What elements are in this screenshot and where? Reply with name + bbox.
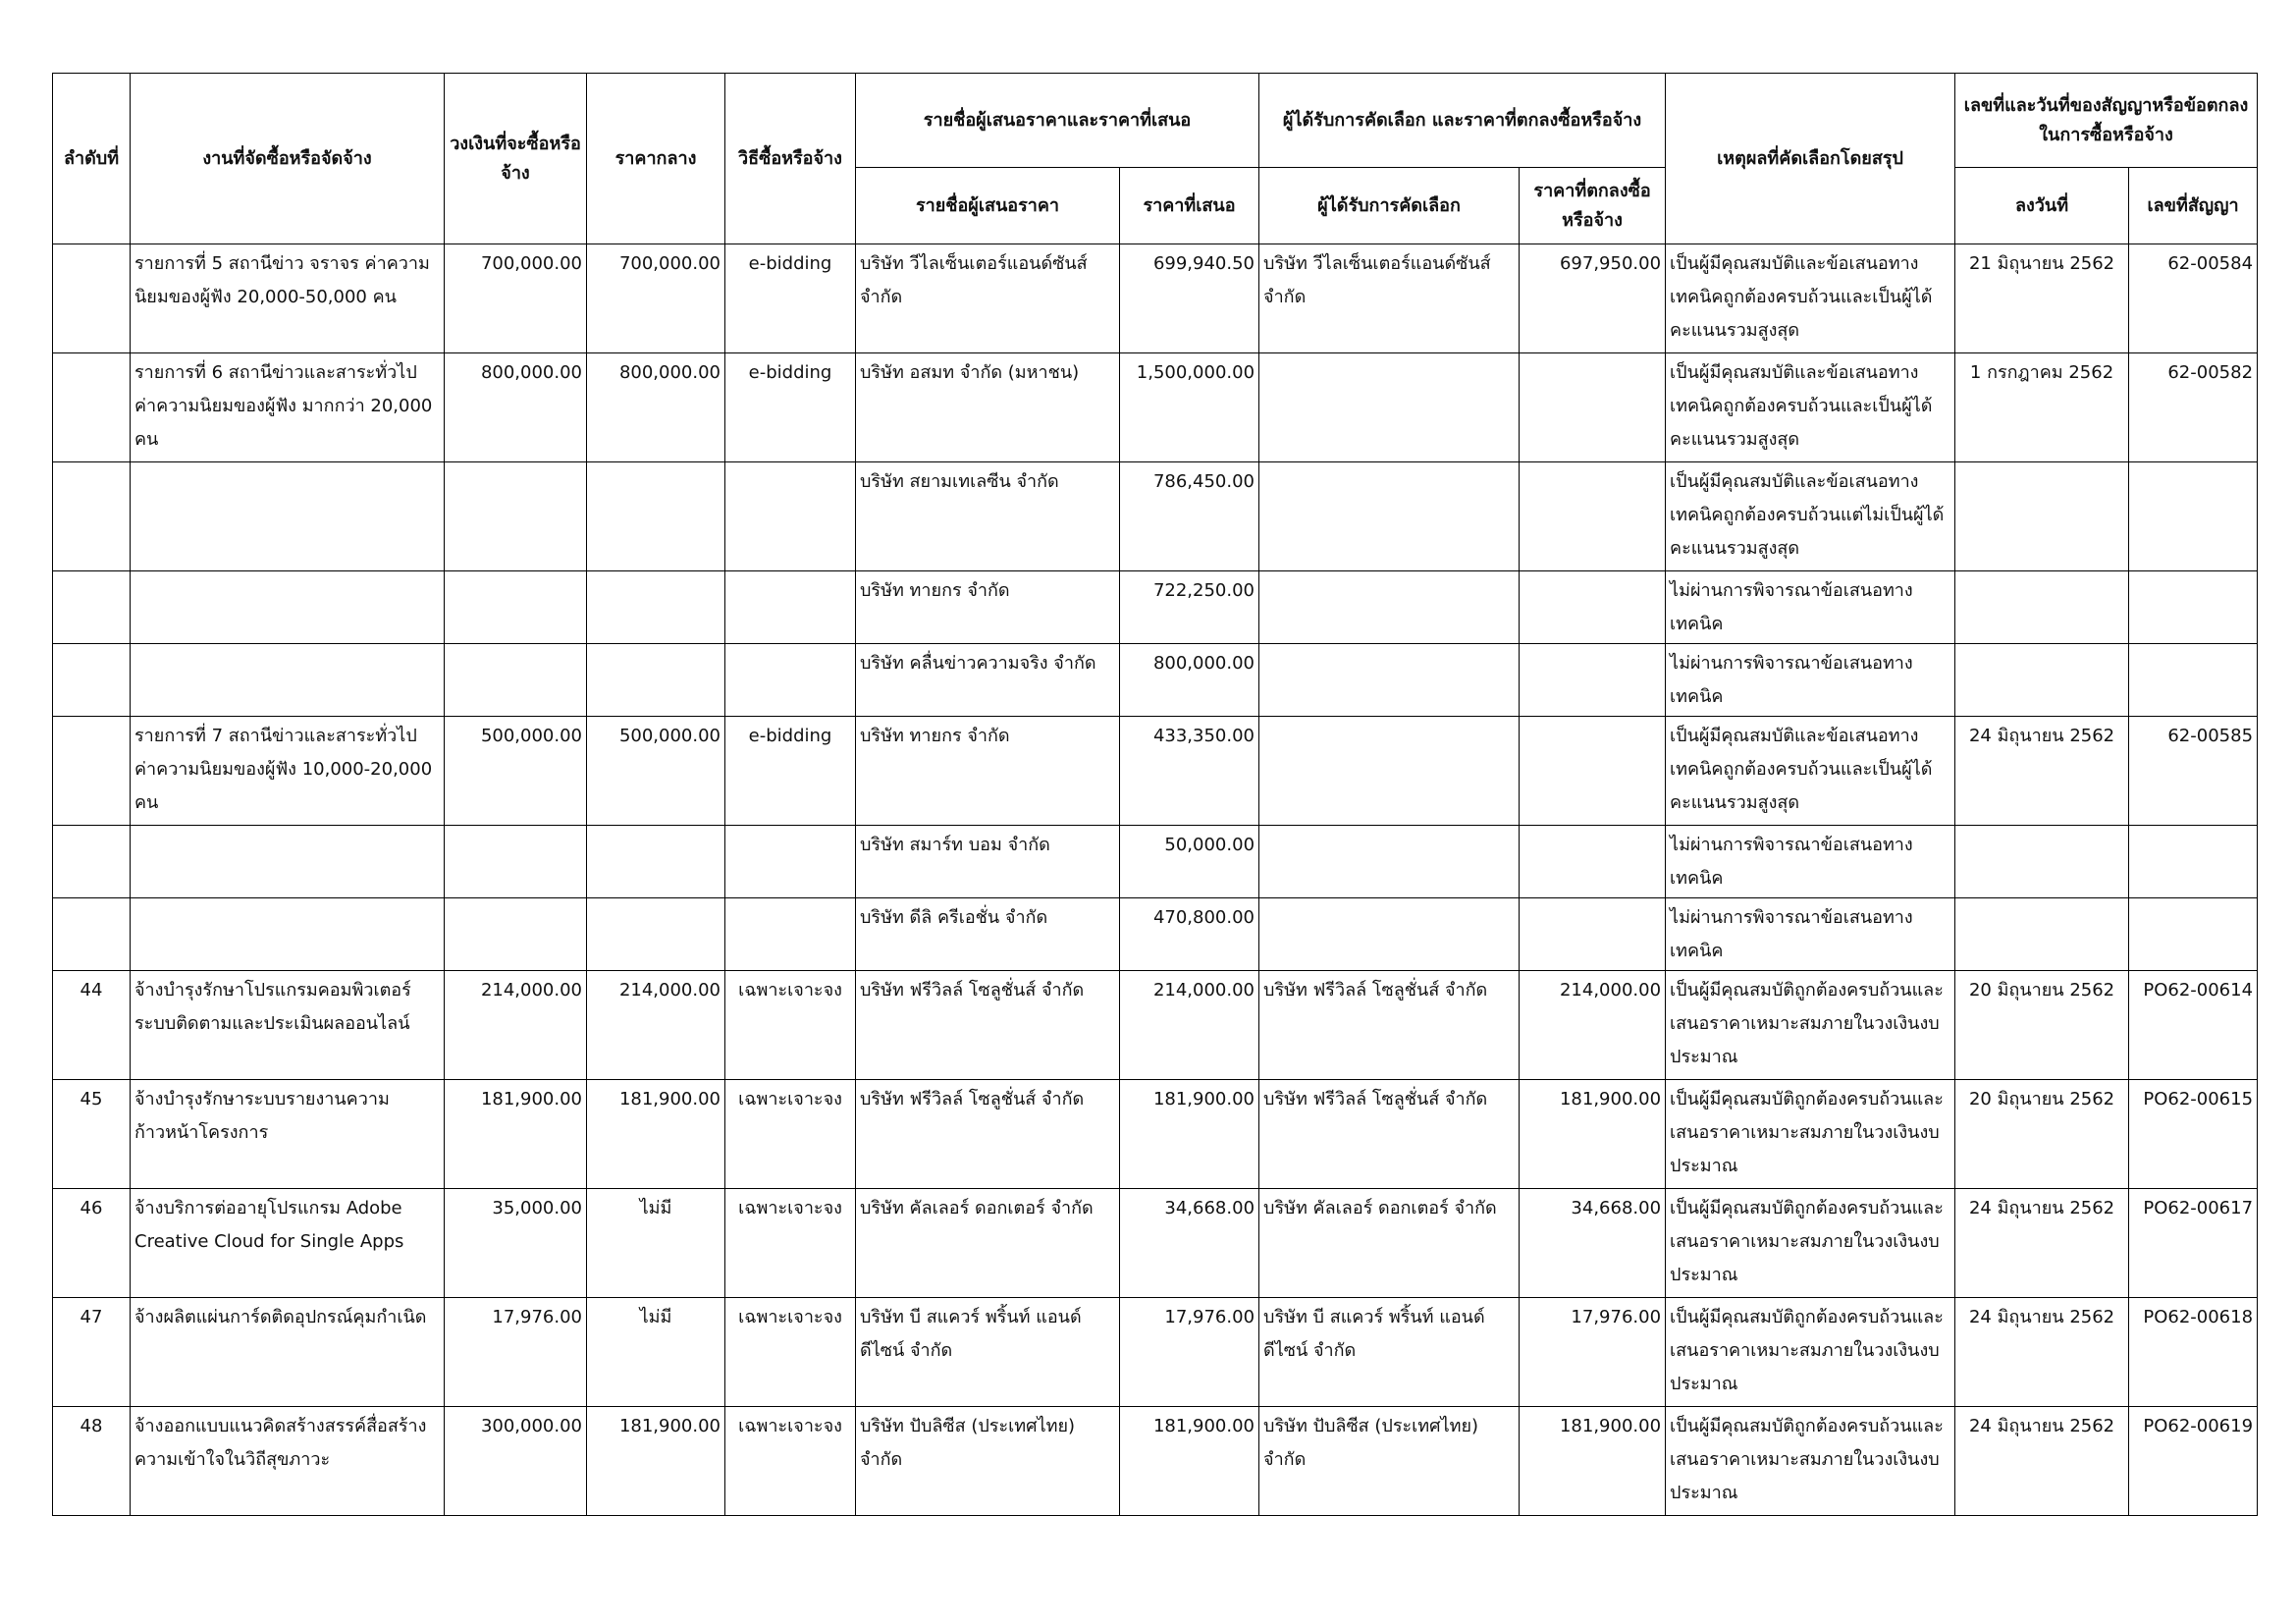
- cell-reason: เป็นผู้มีคุณสมบัติถูกต้องครบถ้วนและเสนอราคาเหมาะสมภายในวงเงินงบประมาณ: [1666, 1080, 1955, 1189]
- cell-method: e-bidding: [725, 353, 856, 462]
- cell-method: [725, 898, 856, 971]
- cell-budget: 300,000.00: [445, 1407, 587, 1516]
- cell-item: รายการที่ 7 สถานีข่าวและสาระทั่วไป ค่าความนิยมของผู้ฟัง 10,000-20,000 คน: [131, 717, 445, 826]
- cell-budget: 800,000.00: [445, 353, 587, 462]
- cell-budget: 35,000.00: [445, 1189, 587, 1298]
- header-contract-group: เลขที่และวันที่ของสัญญาหรือข้อตกลงในการซื้อหรือจ้าง: [1955, 74, 2258, 168]
- cell-contract-no: PO62-00618: [2129, 1298, 2258, 1407]
- table-row: [53, 1189, 2258, 1298]
- cell-median: 181,900.00: [587, 1407, 725, 1516]
- cell-contract-no: [2129, 644, 2258, 717]
- cell-bidder: บริษัท ดีลิ ครีเอชั่น จำกัด: [856, 898, 1120, 971]
- cell-contract-no: [2129, 826, 2258, 898]
- cell-date: 24 มิถุนายน 2562: [1955, 1298, 2129, 1407]
- cell-bidder: บริษัท ทายกร จำกัด: [856, 717, 1120, 826]
- cell-contract-no: 62-00582: [2129, 353, 2258, 462]
- cell-budget: 700,000.00: [445, 244, 587, 353]
- cell-bid-price: 699,940.50: [1120, 244, 1259, 353]
- cell-bid-price: 1,500,000.00: [1120, 353, 1259, 462]
- cell-no: [53, 462, 131, 571]
- cell-contract-no: 62-00585: [2129, 717, 2258, 826]
- cell-agreed-price: [1520, 826, 1666, 898]
- cell-contract-no: PO62-00614: [2129, 971, 2258, 1080]
- cell-winner: [1259, 462, 1520, 571]
- table-row: [53, 1080, 2258, 1189]
- cell-bidder: บริษัท อสมท จำกัด (มหาชน): [856, 353, 1120, 462]
- cell-no: 46: [53, 1189, 131, 1298]
- cell-no: [53, 244, 131, 353]
- cell-method: [725, 462, 856, 571]
- table-row: [53, 1407, 2258, 1516]
- cell-item: [131, 898, 445, 971]
- cell-reason: เป็นผู้มีคุณสมบัติและข้อเสนอทางเทคนิคถูกต้องครบถ้วนและเป็นผู้ได้คะแนนรวมสูงสุด: [1666, 244, 1955, 353]
- table-row: [53, 898, 2258, 971]
- cell-winner: [1259, 717, 1520, 826]
- cell-bidder: บริษัท ทายกร จำกัด: [856, 571, 1120, 644]
- procurement-table: [52, 73, 2258, 1516]
- cell-median: [587, 826, 725, 898]
- cell-median: [587, 898, 725, 971]
- cell-item: [131, 571, 445, 644]
- header-bidder: รายชื่อผู้เสนอราคา: [856, 168, 1120, 244]
- cell-item: จ้างผลิตแผ่นการ์ดติดอุปกรณ์คุมกำเนิด: [131, 1298, 445, 1407]
- cell-method: e-bidding: [725, 244, 856, 353]
- cell-date: [1955, 644, 2129, 717]
- cell-bid-price: 17,976.00: [1120, 1298, 1259, 1407]
- table-row: [53, 717, 2258, 826]
- cell-bidder: บริษัท วีไลเซ็นเตอร์แอนด์ซันส์ จำกัด: [856, 244, 1120, 353]
- cell-median: ไม่มี: [587, 1189, 725, 1298]
- cell-reason: เป็นผู้มีคุณสมบัติและข้อเสนอทางเทคนิคถูกต้องครบถ้วนและเป็นผู้ได้คะแนนรวมสูงสุด: [1666, 717, 1955, 826]
- cell-budget: 181,900.00: [445, 1080, 587, 1189]
- cell-no: [53, 571, 131, 644]
- cell-contract-no: [2129, 571, 2258, 644]
- cell-winner: [1259, 644, 1520, 717]
- table-row: [53, 644, 2258, 717]
- cell-date: 20 มิถุนายน 2562: [1955, 971, 2129, 1080]
- header-contract-no: เลขที่สัญญา: [2129, 168, 2258, 244]
- cell-item: รายการที่ 5 สถานีข่าว จราจร ค่าความนิยมของผู้ฟัง 20,000-50,000 คน: [131, 244, 445, 353]
- cell-item: จ้างบำรุงรักษาโปรแกรมคอมพิวเตอร์ระบบติดตามและประเมินผลออนไลน์: [131, 971, 445, 1080]
- cell-date: [1955, 826, 2129, 898]
- cell-date: 1 กรกฎาคม 2562: [1955, 353, 2129, 462]
- cell-no: 45: [53, 1080, 131, 1189]
- cell-bidder: บริษัท คัลเลอร์ ดอกเตอร์ จำกัด: [856, 1189, 1120, 1298]
- cell-bidder: บริษัท คลื่นข่าวความจริง จำกัด: [856, 644, 1120, 717]
- cell-bid-price: 470,800.00: [1120, 898, 1259, 971]
- cell-bidder: บริษัท สยามเทเลซีน จำกัด: [856, 462, 1120, 571]
- header-date: ลงวันที่: [1955, 168, 2129, 244]
- cell-method: เฉพาะเจาะจง: [725, 1407, 856, 1516]
- table-row: [53, 353, 2258, 462]
- cell-median: 700,000.00: [587, 244, 725, 353]
- cell-winner: [1259, 898, 1520, 971]
- cell-date: 24 มิถุนายน 2562: [1955, 717, 2129, 826]
- cell-bid-price: 800,000.00: [1120, 644, 1259, 717]
- header-method: วิธีซื้อหรือจ้าง: [725, 74, 856, 244]
- cell-bid-price: 433,350.00: [1120, 717, 1259, 826]
- table-row: [53, 971, 2258, 1080]
- cell-reason: เป็นผู้มีคุณสมบัติและข้อเสนอทางเทคนิคถูกต้องครบถ้วนและเป็นผู้ได้คะแนนรวมสูงสุด: [1666, 353, 1955, 462]
- cell-winner: [1259, 353, 1520, 462]
- cell-agreed-price: 697,950.00: [1520, 244, 1666, 353]
- cell-winner: บริษัท ฟรีวิลล์ โซลูชั่นส์ จำกัด: [1259, 1080, 1520, 1189]
- header-winner-group: ผู้ได้รับการคัดเลือก และราคาที่ตกลงซื้อหรือจ้าง: [1259, 74, 1666, 168]
- table-row: [53, 826, 2258, 898]
- cell-winner: [1259, 826, 1520, 898]
- cell-bidder: บริษัท บี สแควร์ พริ้นท์ แอนด์ ดีไซน์ จำกัด: [856, 1298, 1120, 1407]
- table-row: [53, 244, 2258, 353]
- cell-agreed-price: 214,000.00: [1520, 971, 1666, 1080]
- cell-reason: ไม่ผ่านการพิจารณาข้อเสนอทางเทคนิค: [1666, 826, 1955, 898]
- cell-agreed-price: 34,668.00: [1520, 1189, 1666, 1298]
- cell-budget: [445, 826, 587, 898]
- cell-budget: 214,000.00: [445, 971, 587, 1080]
- cell-method: เฉพาะเจาะจง: [725, 971, 856, 1080]
- cell-agreed-price: 181,900.00: [1520, 1407, 1666, 1516]
- cell-budget: [445, 571, 587, 644]
- cell-median: [587, 571, 725, 644]
- cell-winner: บริษัท ฟรีวิลล์ โซลูชั่นส์ จำกัด: [1259, 971, 1520, 1080]
- cell-no: 47: [53, 1298, 131, 1407]
- cell-contract-no: PO62-00619: [2129, 1407, 2258, 1516]
- header-bidders-group: รายชื่อผู้เสนอราคาและราคาที่เสนอ: [856, 74, 1259, 168]
- cell-reason: ไม่ผ่านการพิจารณาข้อเสนอทางเทคนิค: [1666, 898, 1955, 971]
- cell-bidder: บริษัท ฟรีวิลล์ โซลูชั่นส์ จำกัด: [856, 1080, 1120, 1189]
- cell-agreed-price: [1520, 571, 1666, 644]
- table-row: [53, 571, 2258, 644]
- cell-reason: เป็นผู้มีคุณสมบัติและข้อเสนอทางเทคนิคถูกต้องครบถ้วนแต่ไม่เป็นผู้ได้คะแนนรวมสูงสุด: [1666, 462, 1955, 571]
- cell-bid-price: 181,900.00: [1120, 1407, 1259, 1516]
- cell-bid-price: 181,900.00: [1120, 1080, 1259, 1189]
- cell-no: [53, 826, 131, 898]
- cell-no: [53, 644, 131, 717]
- cell-method: [725, 571, 856, 644]
- cell-method: [725, 826, 856, 898]
- cell-bidder: บริษัท สมาร์ท บอม จำกัด: [856, 826, 1120, 898]
- cell-winner: บริษัท วีไลเซ็นเตอร์แอนด์ซันส์ จำกัด: [1259, 244, 1520, 353]
- cell-contract-no: [2129, 898, 2258, 971]
- cell-agreed-price: [1520, 462, 1666, 571]
- cell-date: [1955, 462, 2129, 571]
- cell-median: [587, 462, 725, 571]
- cell-agreed-price: 17,976.00: [1520, 1298, 1666, 1407]
- cell-method: เฉพาะเจาะจง: [725, 1298, 856, 1407]
- table-row: [53, 1298, 2258, 1407]
- cell-bidder: บริษัท ฟรีวิลล์ โซลูชั่นส์ จำกัด: [856, 971, 1120, 1080]
- cell-date: 24 มิถุนายน 2562: [1955, 1189, 2129, 1298]
- cell-date: 24 มิถุนายน 2562: [1955, 1407, 2129, 1516]
- cell-reason: ไม่ผ่านการพิจารณาข้อเสนอทางเทคนิค: [1666, 571, 1955, 644]
- header-item: งานที่จัดซื้อหรือจัดจ้าง: [131, 74, 445, 244]
- cell-item: [131, 644, 445, 717]
- cell-no: [53, 717, 131, 826]
- cell-method: เฉพาะเจาะจง: [725, 1080, 856, 1189]
- cell-reason: เป็นผู้มีคุณสมบัติถูกต้องครบถ้วนและเสนอราคาเหมาะสมภายในวงเงินงบประมาณ: [1666, 1298, 1955, 1407]
- cell-item: จ้างบำรุงรักษาระบบรายงานความก้าวหน้าโครงการ: [131, 1080, 445, 1189]
- cell-item: [131, 462, 445, 571]
- cell-budget: [445, 644, 587, 717]
- cell-date: [1955, 571, 2129, 644]
- cell-contract-no: 62-00584: [2129, 244, 2258, 353]
- cell-date: 20 มิถุนายน 2562: [1955, 1080, 2129, 1189]
- cell-bidder: บริษัท ปับลิซีส (ประเทศไทย) จำกัด: [856, 1407, 1120, 1516]
- cell-method: เฉพาะเจาะจง: [725, 1189, 856, 1298]
- cell-winner: บริษัท ปับลิซีส (ประเทศไทย) จำกัด: [1259, 1407, 1520, 1516]
- header-budget: วงเงินที่จะซื้อหรือจ้าง: [445, 74, 587, 244]
- cell-budget: 500,000.00: [445, 717, 587, 826]
- cell-no: 48: [53, 1407, 131, 1516]
- cell-item: จ้างออกแบบแนวคิดสร้างสรรค์สื่อสร้างความเข้าใจในวิถีสุขภาวะ: [131, 1407, 445, 1516]
- cell-median: [587, 644, 725, 717]
- header-agreed-price: ราคาที่ตกลงซื้อหรือจ้าง: [1520, 168, 1666, 244]
- cell-bid-price: 722,250.00: [1120, 571, 1259, 644]
- cell-agreed-price: [1520, 644, 1666, 717]
- cell-item: [131, 826, 445, 898]
- cell-winner: บริษัท บี สแควร์ พริ้นท์ แอนด์ ดีไซน์ จำกัด: [1259, 1298, 1520, 1407]
- cell-median: 214,000.00: [587, 971, 725, 1080]
- cell-method: e-bidding: [725, 717, 856, 826]
- cell-item: รายการที่ 6 สถานีข่าวและสาระทั่วไป ค่าความนิยมของผู้ฟัง มากกว่า 20,000 คน: [131, 353, 445, 462]
- cell-contract-no: [2129, 462, 2258, 571]
- cell-budget: [445, 898, 587, 971]
- cell-bid-price: 786,450.00: [1120, 462, 1259, 571]
- cell-no: [53, 898, 131, 971]
- cell-budget: [445, 462, 587, 571]
- cell-reason: เป็นผู้มีคุณสมบัติถูกต้องครบถ้วนและเสนอราคาเหมาะสมภายในวงเงินงบประมาณ: [1666, 1189, 1955, 1298]
- cell-reason: ไม่ผ่านการพิจารณาข้อเสนอทางเทคนิค: [1666, 644, 1955, 717]
- header-no: ลำดับที่: [53, 74, 131, 244]
- cell-winner: [1259, 571, 1520, 644]
- cell-bid-price: 50,000.00: [1120, 826, 1259, 898]
- cell-bid-price: 34,668.00: [1120, 1189, 1259, 1298]
- cell-agreed-price: [1520, 717, 1666, 826]
- cell-method: [725, 644, 856, 717]
- cell-median: ไม่มี: [587, 1298, 725, 1407]
- cell-no: 44: [53, 971, 131, 1080]
- cell-agreed-price: [1520, 898, 1666, 971]
- cell-median: 800,000.00: [587, 353, 725, 462]
- cell-contract-no: PO62-00617: [2129, 1189, 2258, 1298]
- cell-budget: 17,976.00: [445, 1298, 587, 1407]
- cell-agreed-price: 181,900.00: [1520, 1080, 1666, 1189]
- cell-median: 500,000.00: [587, 717, 725, 826]
- table-row: [53, 462, 2258, 571]
- cell-contract-no: PO62-00615: [2129, 1080, 2258, 1189]
- cell-reason: เป็นผู้มีคุณสมบัติถูกต้องครบถ้วนและเสนอราคาเหมาะสมภายในวงเงินงบประมาณ: [1666, 971, 1955, 1080]
- cell-no: [53, 353, 131, 462]
- cell-reason: เป็นผู้มีคุณสมบัติถูกต้องครบถ้วนและเสนอราคาเหมาะสมภายในวงเงินงบประมาณ: [1666, 1407, 1955, 1516]
- cell-item: จ้างบริการต่ออายุโปรแกรม Adobe Creative Cloud for Single Apps: [131, 1189, 445, 1298]
- cell-winner: บริษัท คัลเลอร์ ดอกเตอร์ จำกัด: [1259, 1189, 1520, 1298]
- cell-date: [1955, 898, 2129, 971]
- header-median-price: ราคากลาง: [587, 74, 725, 244]
- header-winner: ผู้ได้รับการคัดเลือก: [1259, 168, 1520, 244]
- cell-bid-price: 214,000.00: [1120, 971, 1259, 1080]
- cell-date: 21 มิถุนายน 2562: [1955, 244, 2129, 353]
- cell-agreed-price: [1520, 353, 1666, 462]
- header-bid-price: ราคาที่เสนอ: [1120, 168, 1259, 244]
- header-reason: เหตุผลที่คัดเลือกโดยสรุป: [1666, 74, 1955, 244]
- cell-median: 181,900.00: [587, 1080, 725, 1189]
